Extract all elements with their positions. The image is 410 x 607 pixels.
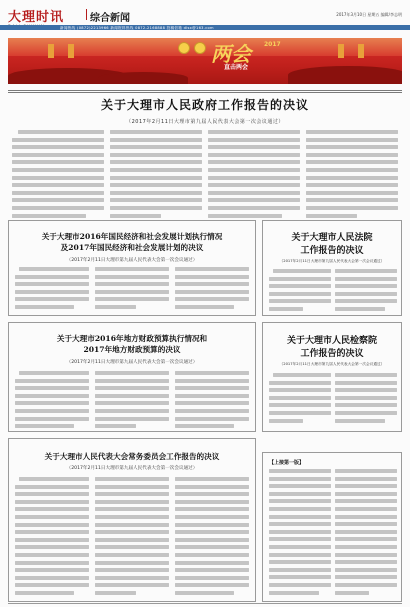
section-name: 综合新闻 [90, 13, 130, 24]
story-headline: 关于大理市人民代表大会常务委员会工作报告的决议 [44, 452, 220, 461]
story-budget [8, 322, 256, 432]
article-column [306, 130, 398, 222]
article-column [335, 269, 397, 313]
article-column [95, 477, 169, 599]
continued-from-front-page [262, 452, 402, 602]
banner-hill [288, 66, 402, 84]
banner-flag [338, 44, 344, 58]
masthead [0, 0, 410, 40]
story-standing-committee [8, 438, 256, 602]
national-emblem-icon [178, 42, 190, 54]
dateline: 2017年3月10日 星期五 编辑/李志明 [336, 12, 402, 17]
banner-flag [68, 44, 74, 58]
continuation-tag: 【上接第一版】 [269, 460, 305, 466]
contact-info-bar: 新闻热线 (0872)2213966 新闻报料热线 0872-2168888 投稿信箱 dlsx@163.com [60, 26, 214, 30]
story-headline: 2017年地方财政预算的决议 [83, 345, 181, 354]
banner-hill [98, 72, 188, 84]
page-bottom-rule [8, 603, 402, 604]
article-column [269, 373, 331, 429]
story-procuratorate-report [262, 322, 402, 432]
article-column [95, 371, 169, 429]
article-column [269, 469, 331, 599]
story-subhead: （2017年2月11日大理市第九届人民代表大会第一次会议通过） [66, 466, 198, 471]
article-column [15, 371, 89, 429]
banner-year: 2017 [264, 41, 281, 48]
section-divider [86, 9, 87, 20]
banner-flag [358, 44, 364, 58]
story-headline: 关于大理市2016年国民经济和社会发展计划执行情况 [41, 232, 223, 241]
article-column [269, 269, 331, 313]
story-headline: 关于大理市人民法院 [291, 233, 373, 243]
article-column [110, 130, 202, 222]
article-column [12, 130, 104, 222]
story-economic-plan [8, 220, 256, 316]
banner-flag [48, 44, 54, 58]
article-column [175, 267, 249, 313]
banner-subtitle: 直击两会 [224, 64, 249, 71]
story-headline: 工作报告的决议 [300, 246, 364, 256]
article-column [175, 371, 249, 429]
banner-headline: 两会 [211, 42, 251, 66]
story-headline: 工作报告的决议 [300, 349, 364, 359]
story-subhead: （2017年2月11日大理市第九届人民代表大会第一次会议通过） [279, 362, 385, 366]
article-column [335, 373, 397, 429]
main-story [8, 86, 402, 224]
party-emblem-icon [194, 42, 206, 54]
story-headline: 及2017年国民经济和社会发展计划的决议 [60, 243, 204, 252]
paper-logo: 大理时讯 [8, 10, 65, 25]
story-top-rule [8, 90, 402, 93]
two-sessions-banner [8, 38, 402, 84]
main-headline: 关于大理市人民政府工作报告的决议 [100, 98, 309, 112]
article-column [208, 130, 300, 222]
story-court-report [262, 220, 402, 316]
story-subhead: （2017年2月11日大理市第九届人民代表大会第一次会议通过） [66, 258, 198, 263]
article-column [15, 267, 89, 313]
story-headline: 关于大理市2016年地方财政预算执行情况和 [56, 334, 208, 343]
article-column [95, 267, 169, 313]
main-subhead: （2017年2月11日大理市第九届人民代表大会第一次会议通过） [126, 119, 284, 125]
article-column [15, 477, 89, 599]
article-column [175, 477, 249, 599]
article-column [335, 469, 397, 599]
story-subhead: （2017年2月11日大理市第九届人民代表大会第一次会议通过） [279, 259, 385, 263]
story-subhead: （2017年2月11日大理市第九届人民代表大会第一次会议通过） [66, 360, 198, 365]
story-headline: 关于大理市人民检察院 [286, 336, 377, 346]
